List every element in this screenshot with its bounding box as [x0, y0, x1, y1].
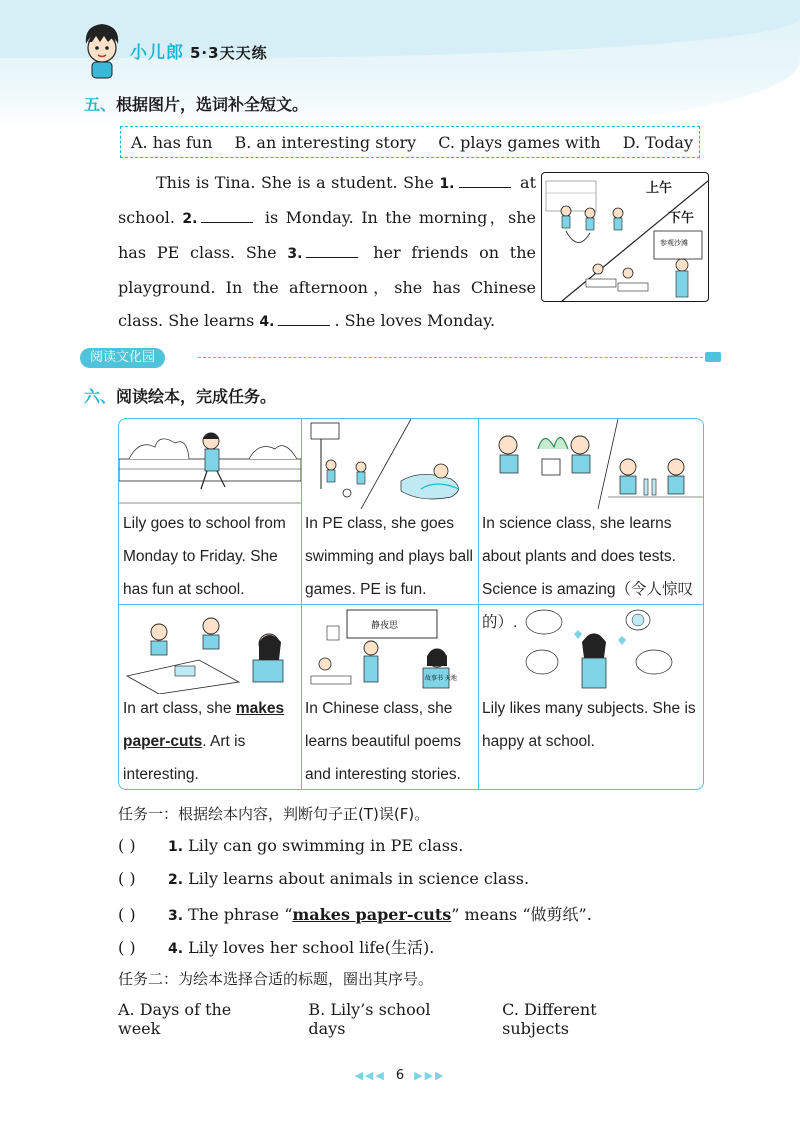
blank-3[interactable]: [306, 243, 358, 258]
task-1-item-2: [118, 869, 529, 888]
blank-1-number: 1.: [439, 176, 455, 192]
section-5-number: 五、: [84, 95, 117, 114]
word-options-box: [120, 126, 700, 158]
chinese-class-illustration: [301, 604, 478, 694]
passage-part-1: This is Tina. She is a student. She: [156, 173, 434, 192]
item-2-text: Lily learns about animals in science class.: [188, 869, 530, 888]
pencil-tip-icon: [705, 352, 721, 362]
answer-paren-1[interactable]: ( ): [118, 836, 136, 855]
panel-5-text: In Chinese class, she learns beautiful poems and interesting stories.: [305, 700, 461, 783]
reading-tag: 阅读文化园: [80, 348, 165, 368]
picture-board-text: 参观沙滩: [660, 239, 688, 247]
title-option-c[interactable]: C. Different subjects: [502, 1000, 597, 1038]
passage-part-5: . She loves Monday.: [334, 311, 496, 330]
blank-2[interactable]: [201, 208, 253, 223]
section-6-instruction: 阅读绘本，完成任务。: [116, 387, 277, 406]
passage-part-3: is Monday. In the morning，she has PE class. She: [118, 208, 536, 262]
passage-part-4: her friends on the playground. In the afternoon，she has Chinese class. She learns: [118, 243, 536, 330]
book-cover-text: 故事书 天地: [425, 675, 457, 682]
board-poem-title: 静夜思: [371, 621, 399, 631]
panel-art-class: [119, 604, 301, 790]
blank-4-number: 4.: [259, 314, 275, 330]
panel-4-bold-phrase: makes paper-cuts: [123, 700, 285, 750]
afternoon-label: 下午: [668, 211, 695, 226]
mascot-boy-icon: [78, 20, 126, 80]
title-option-b[interactable]: B. Lily’s school days: [308, 1000, 431, 1038]
dashed-divider: [198, 357, 703, 358]
answer-paren-2[interactable]: ( ): [118, 869, 136, 888]
section-6-number: 六、: [84, 387, 117, 406]
cloze-passage: [118, 166, 536, 339]
blank-4[interactable]: [278, 311, 330, 326]
blank-3-number: 3.: [287, 246, 303, 262]
picture-book-grid: [118, 418, 704, 790]
page-number: 6: [395, 1068, 405, 1083]
task-1-item-4: [118, 935, 434, 958]
item-1-text: Lily can go swimming in PE class.: [188, 836, 464, 855]
option-a: A. has fun: [131, 132, 213, 152]
panel-school-days: [119, 419, 301, 604]
tina-day-illustration: [542, 173, 709, 302]
item-3-number: 3.: [168, 908, 184, 924]
task-1-title: 任务一：根据绘本内容，判断句子正(T)误(F)。: [118, 805, 430, 823]
answer-paren-3[interactable]: ( ): [118, 905, 136, 924]
option-c: C. plays games with: [438, 132, 601, 152]
panel-2-text: In PE class, she goes swimming and plays ball games. PE is fun.: [305, 515, 473, 598]
panel-4-text-post: . Art is interesting.: [123, 733, 246, 783]
blank-1[interactable]: [459, 173, 511, 188]
task-1-item-3: [118, 902, 592, 925]
panel-4-text: [123, 692, 299, 790]
section-5-title: [84, 92, 308, 115]
page-footer: [0, 1068, 800, 1083]
option-b: B. an interesting story: [234, 132, 417, 152]
panel-4-text-pre: In art class, she: [123, 700, 236, 717]
art-class-illustration: [119, 604, 301, 694]
item-3-text-post: ” means “做剪纸”.: [451, 905, 592, 924]
panel-chinese-class: [301, 604, 478, 790]
series-name: 5·3天天练: [190, 44, 268, 62]
subjects-bubbles-illustration: [478, 604, 704, 694]
section-6-title: [84, 384, 276, 407]
panel-science-class: [478, 419, 704, 631]
girl-walking-to-school-illustration: [119, 419, 301, 509]
section-5-instruction: 根据图片，选词补全短文。: [116, 95, 309, 114]
item-4-text: Lily loves her school life(生活).: [188, 938, 435, 957]
task-2-options: [118, 1000, 698, 1038]
tina-day-picture: [541, 172, 709, 302]
brand-title: [130, 38, 268, 63]
panel-3-text: In science class, she learns about plants and does tests. Science is amazing（令人惊叹的）.: [482, 515, 694, 631]
item-2-number: 2.: [168, 872, 184, 888]
task-2-title: 任务二：为绘本选择合适的标题，圈出其序号。: [118, 970, 434, 988]
item-3-bold-phrase: makes paper-cuts: [292, 905, 452, 924]
blank-2-number: 2.: [182, 211, 198, 227]
panel-1-text: Lily goes to school from Monday to Friday. She has fun at school.: [123, 515, 286, 598]
left-arrows-icon: ◀◀◀: [354, 1069, 386, 1082]
task-1-item-1: [118, 836, 463, 855]
science-class-illustration: [478, 419, 704, 509]
item-1-number: 1.: [168, 839, 184, 855]
item-3-text-pre: The phrase “: [188, 905, 293, 924]
item-4-number: 4.: [168, 941, 184, 957]
brand-name: 小儿郎: [130, 43, 184, 63]
option-d: D. Today: [622, 132, 693, 152]
pe-class-illustration: [301, 419, 478, 509]
morning-label: 上午: [646, 181, 673, 196]
panel-many-subjects: [478, 604, 704, 790]
answer-paren-4[interactable]: ( ): [118, 938, 136, 957]
panel-6-text: Lily likes many subjects. She is happy at school.: [482, 700, 696, 750]
title-option-a[interactable]: A. Days of the week: [118, 1000, 232, 1038]
reading-section-bar: [80, 348, 720, 368]
panel-pe-class: [301, 419, 478, 604]
passage-part-2: at school.: [118, 173, 537, 227]
right-arrows-icon: ▶▶▶: [414, 1069, 446, 1082]
